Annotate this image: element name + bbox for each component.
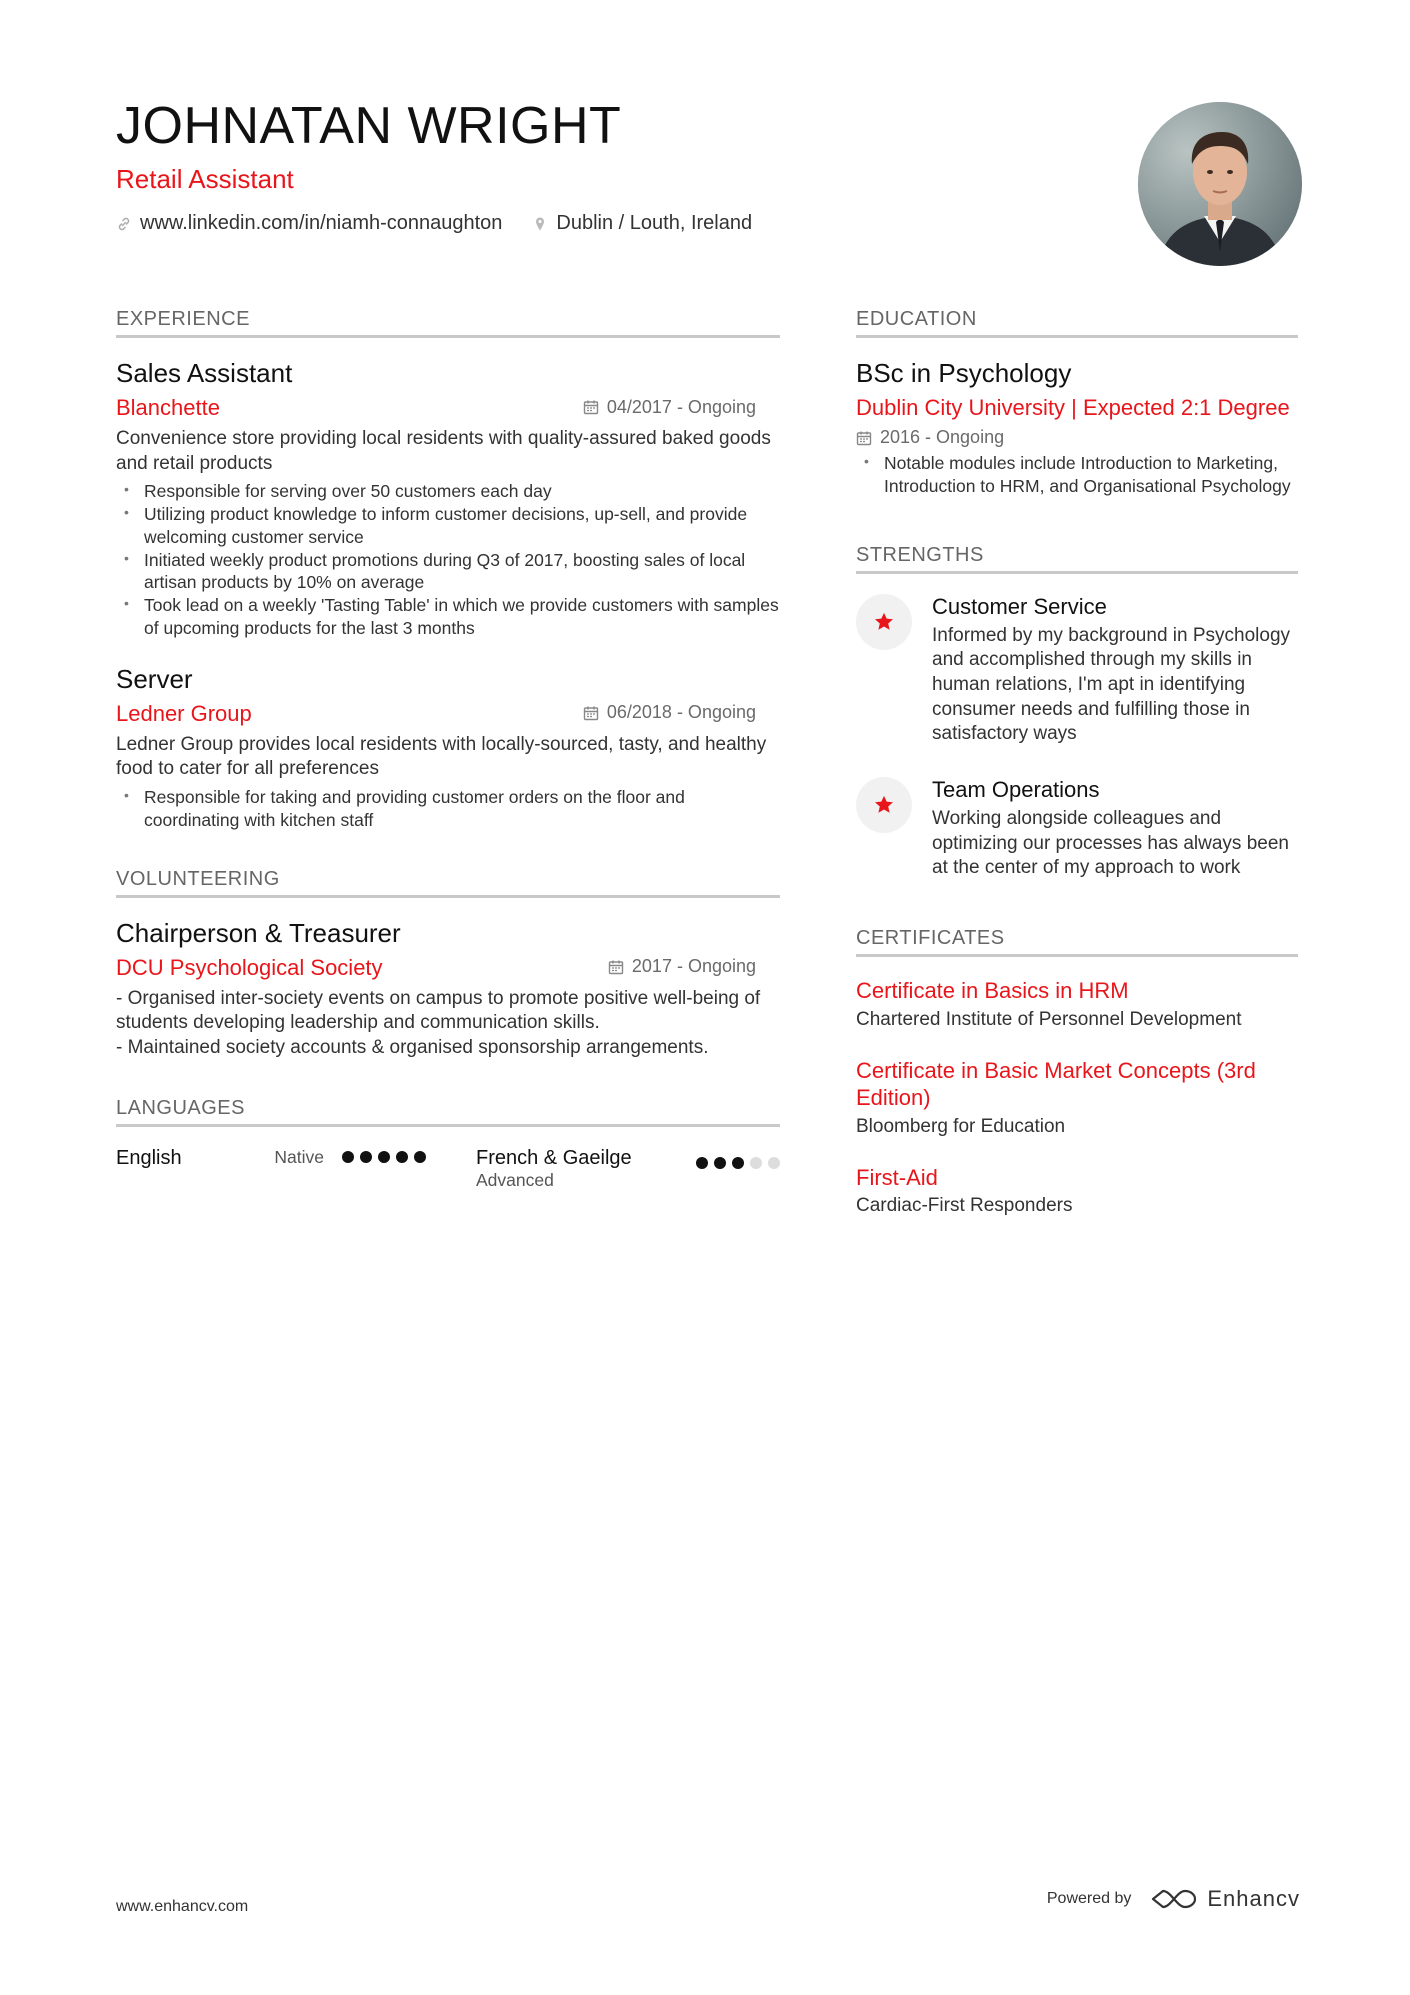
- strength-badge: [856, 594, 912, 650]
- language-english: [116, 1147, 426, 1170]
- rating-dot: [414, 1151, 426, 1163]
- volunteer-description-2: - Maintained society accounts & organised sponsorship arrangements.: [116, 1036, 709, 1058]
- section-title-languages: LANGUAGES: [116, 1097, 780, 1127]
- company-name: Blanchette: [116, 395, 220, 420]
- job-date: 04/2017 - Ongoing: [583, 397, 780, 418]
- volunteering-section: [116, 868, 780, 1061]
- left-column: [116, 308, 780, 1227]
- certificate-name: First-Aid: [856, 1164, 938, 1190]
- volunteer-position: Chairperson & Treasurer: [116, 917, 401, 948]
- profile-photo: [1138, 102, 1302, 266]
- education-date: 2016 - Ongoing: [856, 427, 1298, 448]
- strength-title: Team Operations: [932, 776, 1100, 802]
- footer-branding: [1047, 1886, 1300, 1912]
- education-bullets: [856, 452, 1298, 498]
- degree-title: BSc in Psychology: [856, 358, 1072, 388]
- rating-dot: [714, 1157, 726, 1169]
- language-french-gaeilge: [476, 1147, 780, 1191]
- section-title-education: EDUCATION: [856, 308, 1298, 338]
- rating-dot: [360, 1151, 372, 1163]
- enhancv-logo-icon: [1151, 1887, 1197, 1911]
- volunteering-entry: [116, 918, 780, 1061]
- section-title-strengths: STRENGTHS: [856, 544, 1298, 574]
- linkedin-contact[interactable]: [116, 212, 502, 235]
- experience-entry: [116, 664, 780, 832]
- certificate-issuer: Chartered Institute of Personnel Development: [856, 1008, 1242, 1030]
- calendar-icon: [583, 705, 599, 721]
- language-name: French & Gaeilge: [476, 1146, 632, 1169]
- calendar-icon: [608, 959, 624, 975]
- contact-bar: [116, 212, 752, 235]
- strength-item: [856, 594, 1298, 747]
- list-item: • Initiated weekly product promotions during Q3 of 2017, boosting sales of local artisan products by 10% on average: [116, 549, 780, 595]
- section-title-experience: EXPERIENCE: [116, 308, 780, 338]
- certificates-section: [856, 927, 1298, 1217]
- strength-badge: [856, 777, 912, 833]
- list-item: • Notable modules include Introduction to Marketing, Introduction to HRM, and Organisational Psychology: [856, 452, 1298, 498]
- strength-description: Working alongside colleagues and optimizing our processes has always been at the center of my approach to work: [932, 807, 1289, 879]
- volunteer-date: 2017 - Ongoing: [608, 956, 780, 977]
- certificate-item: [856, 1057, 1298, 1138]
- location-pin-icon: [532, 216, 548, 232]
- strength-item: [856, 777, 1298, 881]
- brand-logo[interactable]: [1151, 1886, 1300, 1912]
- volunteer-description-1: - Organised inter-society events on campus to promote positive well-being of students developing leadership and communication skills.: [116, 987, 761, 1034]
- language-rating: [342, 1151, 426, 1163]
- education-section: [856, 308, 1298, 498]
- list-item: • Responsible for taking and providing customer orders on the floor and coordinating with kitchen staff: [116, 786, 780, 832]
- volunteer-organization: DCU Psychological Society: [116, 954, 383, 980]
- job-date: 06/2018 - Ongoing: [583, 702, 780, 723]
- link-icon: [116, 216, 132, 232]
- certificate-name: Certificate in Basic Market Concepts (3rd Edition): [856, 1057, 1256, 1110]
- certificate-item: [856, 977, 1298, 1031]
- rating-dot: [378, 1151, 390, 1163]
- language-level: Advanced: [476, 1169, 554, 1190]
- powered-by-label: Powered by: [1046, 1890, 1132, 1907]
- location-contact: [532, 212, 752, 235]
- rating-dot: [732, 1157, 744, 1169]
- job-position: Sales Assistant: [116, 358, 293, 388]
- star-icon: [873, 794, 895, 816]
- rating-dot: [342, 1151, 354, 1163]
- calendar-icon: [856, 430, 872, 446]
- section-title-certificates: CERTIFICATES: [856, 927, 1298, 957]
- certificate-name: Certificate in Basics in HRM: [856, 978, 1129, 1003]
- candidate-name: JOHNATAN WRIGHT: [116, 97, 622, 155]
- footer-website[interactable]: www.enhancv.com: [116, 1898, 249, 1915]
- language-name: English: [116, 1146, 182, 1169]
- language-level: Native: [274, 1146, 324, 1167]
- rating-dot: [396, 1151, 408, 1163]
- list-item: • Utilizing product knowledge to inform customer decisions, up-sell, and provide welcoming customer service: [116, 503, 780, 549]
- certificate-issuer: Cardiac-First Responders: [856, 1195, 1073, 1216]
- brand-name: Enhancv: [1207, 1886, 1300, 1911]
- job-position: Server: [116, 663, 193, 694]
- star-icon: [873, 611, 895, 633]
- certificate-issuer: Bloomberg for Education: [856, 1115, 1066, 1137]
- company-name: Ledner Group: [116, 700, 252, 726]
- job-bullets: [116, 480, 780, 639]
- rating-dot: [696, 1157, 708, 1169]
- job-bullets: [116, 786, 780, 832]
- list-item: • Responsible for serving over 50 customers each day: [116, 480, 780, 503]
- experience-section: [116, 308, 780, 832]
- rating-dot: [750, 1157, 762, 1169]
- rating-dot: [768, 1157, 780, 1169]
- location-text: Dublin / Louth, Ireland: [556, 212, 753, 234]
- right-column: [856, 308, 1298, 1253]
- job-description: Convenience store providing local residents with quality-assured baked goods and retail products: [116, 428, 771, 474]
- strength-description: Informed by my background in Psychology and accomplished through my skills in human relations, I'm apt in identifying consumer needs and fulfilling those in satisfactory ways: [932, 624, 1291, 745]
- certificate-item: [856, 1164, 1298, 1218]
- strengths-section: [856, 544, 1298, 882]
- list-item: • Took lead on a weekly 'Tasting Table' in which we provide customers with samples of upcoming products for the last 3 months: [116, 594, 780, 640]
- calendar-icon: [583, 399, 599, 415]
- school-name: Dublin City University | Expected 2:1 Degree: [856, 395, 1290, 420]
- strength-title: Customer Service: [932, 593, 1107, 619]
- languages-section: [116, 1097, 780, 1191]
- section-title-volunteering: VOLUNTEERING: [116, 868, 780, 898]
- linkedin-url[interactable]: www.linkedin.com/in/niamh-connaughton: [140, 212, 503, 234]
- job-description: Ledner Group provides local residents with locally-sourced, tasty, and healthy food to cater for all preferences: [116, 733, 767, 780]
- experience-entry: [116, 358, 780, 640]
- language-rating: [696, 1157, 780, 1169]
- candidate-role: Retail Assistant: [116, 164, 294, 194]
